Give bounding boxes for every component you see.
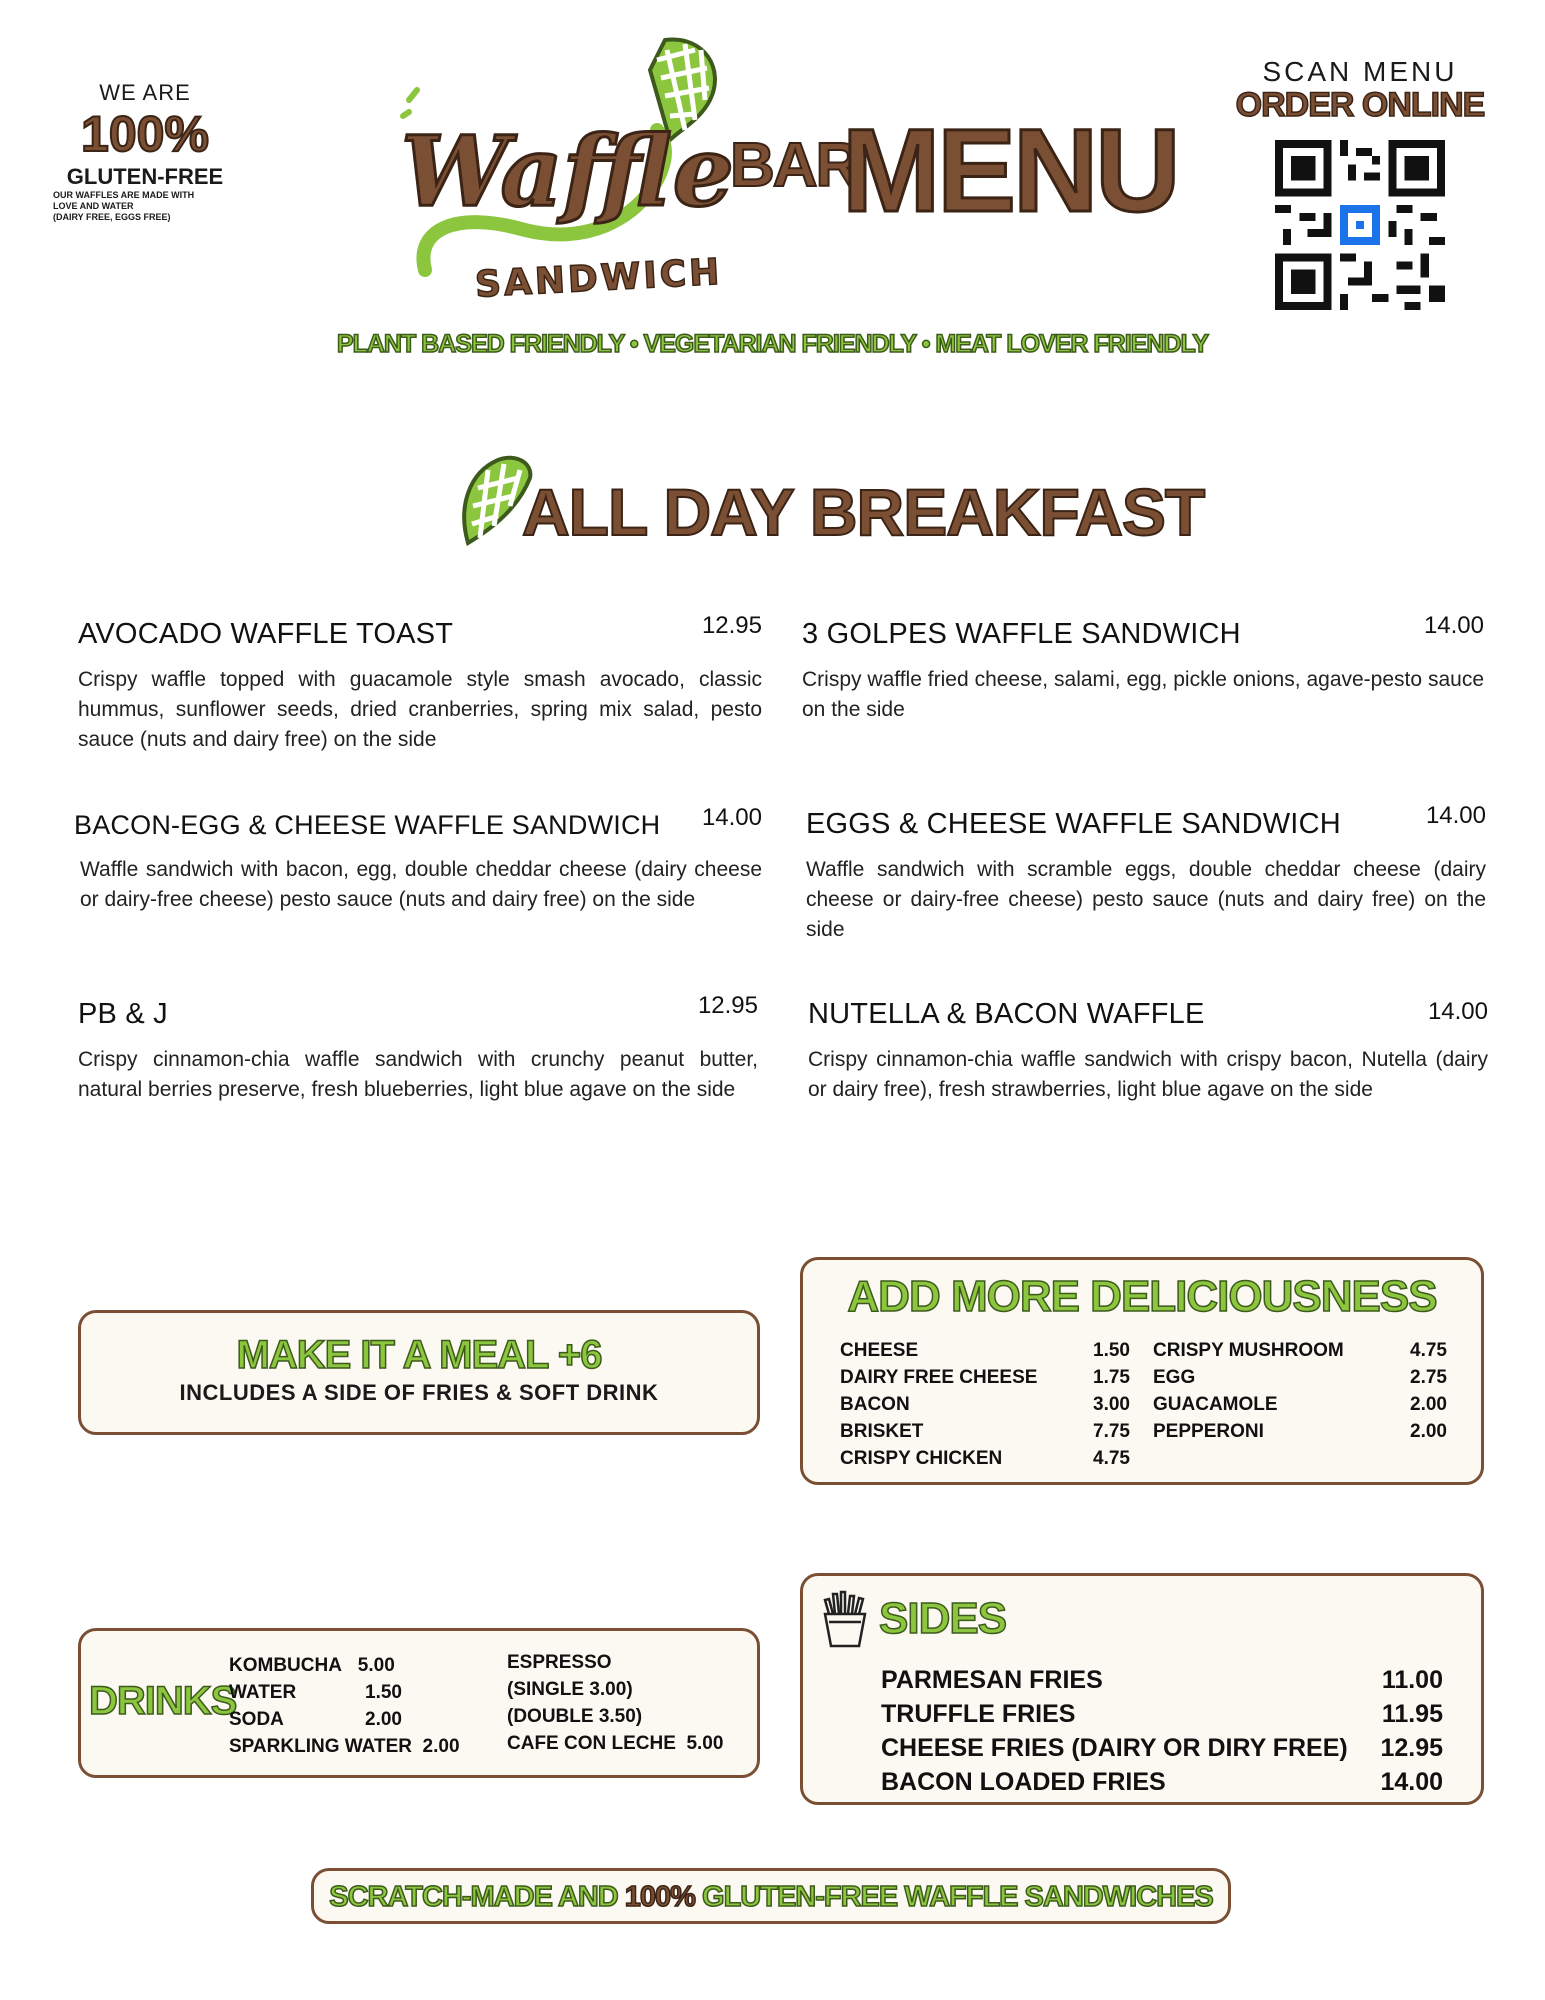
- side-price: 12.95: [1380, 1734, 1443, 1762]
- item-name: AVOCADO WAFFLE TOAST: [78, 618, 454, 650]
- make-it-a-meal-box: [78, 1310, 760, 1435]
- badge-note: [53, 190, 245, 223]
- side-price: 11.95: [1381, 1700, 1443, 1728]
- side-price: 11.00: [1381, 1666, 1443, 1694]
- addon-row: [840, 1367, 1130, 1389]
- addon-name: CHEESE: [840, 1340, 919, 1361]
- addon-row: [1153, 1421, 1447, 1443]
- meal-title: MAKE IT A MEAL +6: [236, 1333, 602, 1377]
- addon-row: [1153, 1394, 1447, 1416]
- item-price: 14.00: [1423, 612, 1484, 639]
- qr-code-icon[interactable]: [1275, 140, 1445, 310]
- menu-item: [802, 612, 1484, 725]
- drink-price: 1.50: [365, 1682, 402, 1703]
- addon-name: PEPPERONI: [1153, 1421, 1264, 1442]
- footer-part: SCRATCH-MADE AND: [329, 1881, 618, 1913]
- drink-item: [229, 1709, 419, 1731]
- addon-price: 2.75: [1410, 1367, 1447, 1388]
- meal-subtitle: INCLUDES A SIDE OF FRIES & SOFT DRINK: [179, 1380, 659, 1405]
- addon-row: [1153, 1340, 1447, 1362]
- addon-name: DAIRY FREE CHEESE: [840, 1367, 1038, 1388]
- item-price: 12.95: [701, 612, 762, 639]
- drink-item: (DOUBLE 3.50): [507, 1706, 643, 1727]
- side-item: [881, 1700, 1443, 1729]
- addon-price: 2.00: [1410, 1394, 1447, 1415]
- menu-item: [808, 998, 1488, 1105]
- item-name: EGGS & CHEESE WAFFLE SANDWICH: [806, 808, 1341, 840]
- drink-item: CAFE CON LECHE 5.00: [507, 1733, 724, 1754]
- item-description: Crispy cinnamon-chia waffle sandwich with crispy bacon, Nutella (dairy or dairy free), fresh strawberries, light blue agave on the side: [808, 1048, 1488, 1101]
- side-item: [881, 1666, 1443, 1695]
- badge-note-line: (DAIRY FREE, EGGS FREE): [53, 212, 171, 222]
- addon-name: CRISPY CHICKEN: [840, 1448, 1003, 1469]
- addon-row: [840, 1421, 1130, 1443]
- addon-price: 1.50: [1093, 1340, 1130, 1361]
- item-price: 14.00: [1425, 802, 1486, 829]
- addon-price: 7.75: [1093, 1421, 1130, 1442]
- addon-price: 4.75: [1093, 1448, 1130, 1469]
- addons-box: [800, 1257, 1484, 1485]
- drink-item: (SINGLE 3.00): [507, 1679, 633, 1700]
- footer-part: GLUTEN-FREE WAFFLE SANDWICHES: [702, 1881, 1213, 1913]
- addon-name: GUACAMOLE: [1153, 1394, 1278, 1415]
- footer-banner: [311, 1868, 1231, 1924]
- percent-label: 100%: [81, 106, 209, 162]
- drink-item: [229, 1655, 395, 1677]
- side-item: [881, 1734, 1443, 1763]
- badge-note-line: LOVE AND WATER: [53, 201, 134, 211]
- logo-waffle-text: Waffle: [401, 115, 734, 228]
- drinks-title: DRINKS: [89, 1679, 237, 1723]
- drink-price: 2.00: [365, 1709, 402, 1730]
- menu-item: [78, 992, 758, 1105]
- section-title-breakfast: ALL DAY BREAKFAST: [522, 475, 1205, 549]
- fries-icon: [821, 1590, 869, 1648]
- item-price: 14.00: [1427, 998, 1488, 1025]
- item-description: Crispy cinnamon-chia waffle sandwich with crunchy peanut butter, natural berries preserve, fresh blueberries, light blue agave on the side: [78, 1048, 758, 1101]
- drink-name: WATER: [229, 1682, 297, 1703]
- addon-name: CRISPY MUSHROOM: [1153, 1340, 1344, 1361]
- side-name: PARMESAN FRIES: [881, 1666, 1103, 1694]
- menu-title: MENU: [842, 105, 1178, 237]
- side-price: 14.00: [1380, 1768, 1443, 1796]
- side-name: TRUFFLE FRIES: [881, 1700, 1076, 1728]
- sides-title: SIDES: [879, 1594, 1007, 1643]
- menu-item: [74, 804, 762, 915]
- drink-name: SODA: [229, 1709, 284, 1730]
- sides-box: [800, 1573, 1484, 1805]
- addon-name: BRISKET: [840, 1421, 924, 1442]
- addon-price: 2.00: [1410, 1421, 1447, 1442]
- drinks-box: [78, 1628, 760, 1778]
- footer-text: [314, 1871, 1228, 1923]
- addon-row: [840, 1340, 1130, 1362]
- drink-price: 2.00: [422, 1736, 460, 1757]
- gluten-free-label: GLUTEN-FREE: [66, 164, 224, 189]
- logo-bar-text: BAR: [730, 131, 859, 200]
- drink-price: 5.00: [357, 1655, 395, 1676]
- drink-name: SPARKLING WATER: [229, 1736, 412, 1757]
- order-online-label[interactable]: ORDER ONLINE: [1235, 86, 1485, 124]
- drink-item: ESPRESSO: [507, 1652, 612, 1673]
- item-price: 12.95: [697, 992, 758, 1019]
- drink-item: [229, 1682, 419, 1704]
- item-name: 3 GOLPES WAFFLE SANDWICH: [802, 618, 1241, 650]
- waffle-sandwich-logo: [395, 30, 735, 310]
- logo-sandwich-text: SANDWICH: [474, 251, 724, 306]
- side-name: CHEESE FRIES (DAIRY OR DIRY FREE): [881, 1734, 1348, 1762]
- drink-item: [229, 1736, 460, 1758]
- scan-menu-label: SCAN MENU: [1262, 56, 1458, 87]
- item-name: BACON-EGG & CHEESE WAFFLE SANDWICH: [74, 810, 661, 840]
- addon-row: [840, 1448, 1130, 1470]
- addon-price: 1.75: [1093, 1367, 1130, 1388]
- addons-title: ADD MORE DELICIOUSNESS: [847, 1272, 1437, 1321]
- item-description: Crispy waffle fried cheese, salami, egg, pickle onions, agave-pesto sauce on the side: [802, 668, 1484, 721]
- addon-name: BACON: [840, 1394, 910, 1415]
- item-description: Waffle sandwich with scramble eggs, double cheddar cheese (dairy cheese or dairy-free cheese) pesto sauce (nuts and dairy free) on the side: [806, 858, 1486, 941]
- menu-item: [806, 802, 1486, 945]
- side-name: BACON LOADED FRIES: [881, 1768, 1166, 1796]
- item-name: PB & J: [78, 998, 168, 1030]
- addon-price: 3.00: [1093, 1394, 1130, 1415]
- footer-part: 100%: [624, 1881, 695, 1913]
- menu-item: [78, 612, 762, 755]
- item-price: 14.00: [701, 804, 762, 831]
- item-description: Crispy waffle topped with guacamole style smash avocado, classic hummus, sunflower seeds, dried cranberries, spring mix salad, pesto sauce (nuts and dairy free) on the side: [78, 668, 762, 751]
- drink-name: KOMBUCHA: [229, 1655, 342, 1676]
- tagline: PLANT BASED FRIENDLY • VEGETARIAN FRIENDLY • MEAT LOVER FRIENDLY: [336, 330, 1209, 358]
- gluten-free-badge: [45, 80, 245, 223]
- we-are-label: WE ARE: [99, 80, 191, 105]
- addon-row: [1153, 1367, 1447, 1389]
- badge-note-line: OUR WAFFLES ARE MADE WITH: [53, 190, 195, 200]
- item-name: NUTELLA & BACON WAFFLE: [808, 998, 1205, 1030]
- side-item: [881, 1768, 1443, 1797]
- item-description: Waffle sandwich with bacon, egg, double cheddar cheese (dairy cheese or dairy-free cheese) pesto sauce (nuts and dairy free) on the side: [80, 858, 762, 911]
- addon-name: EGG: [1153, 1367, 1196, 1388]
- addon-row: [840, 1394, 1130, 1416]
- addon-price: 4.75: [1410, 1340, 1447, 1361]
